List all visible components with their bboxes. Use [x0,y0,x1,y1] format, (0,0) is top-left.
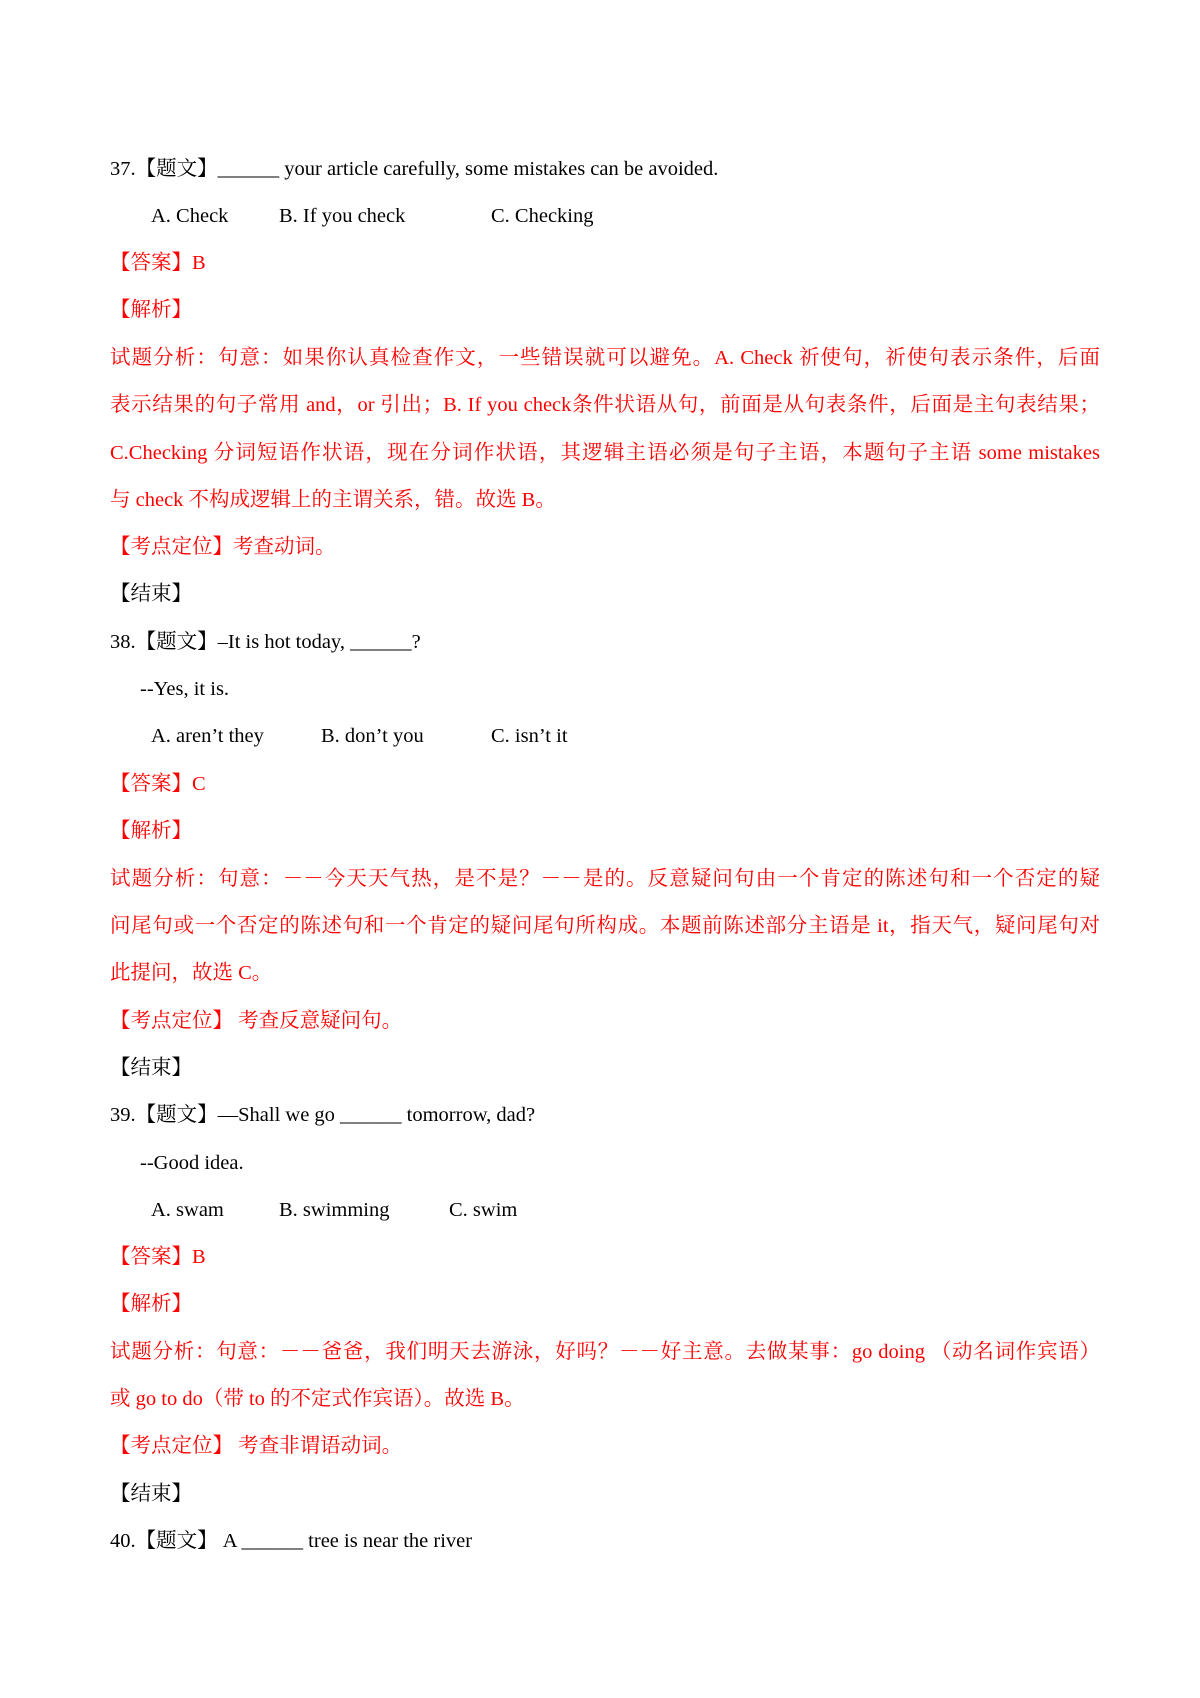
question-38-analysis-line-2: 问尾句或一个否定的陈述句和一个肯定的疑问尾句所构成。本题前陈述部分主语是 it，指天气，疑问尾句对 [110,915,1100,937]
question-37-stem: 37.【题文】______ your article carefully, some mistakes can be avoided. [110,158,719,180]
option-a: A. swam [151,1199,224,1221]
option-c: C. Checking [491,205,594,227]
question-37-analysis-line-1: 试题分析：句意：如果你认真检查作文，一些错误就可以避免。A. Check 祈使句，祈使句表示条件，后面 [110,347,1100,369]
question-37-end: 【结束】 [110,583,192,605]
option-c: C. isn’t it [491,725,568,747]
question-38-analysis-line-1: 试题分析：句意：－－今天天气热，是不是？－－是的。反意疑问句由一个肯定的陈述句和一个否定的疑 [110,868,1100,890]
question-38-options [151,723,1141,749]
option-c: C. swim [449,1199,518,1221]
question-39-stem: 39.【题文】—Shall we go ______ tomorrow, dad? [110,1104,536,1126]
question-40-stem: 40.【题文】 A ______ tree is near the river [110,1530,473,1552]
question-37-point: 【考点定位】考查动词。 [110,536,336,558]
question-39-point: 【考点定位】 考查非谓语动词。 [110,1435,403,1457]
question-39-analysis-label: 【解析】 [110,1293,192,1315]
question-39-reply: --Good idea. [140,1152,244,1174]
question-39-end: 【结束】 [110,1483,192,1505]
question-37-analysis-line-3: C.Checking 分词短语作状语，现在分词作状语，其逻辑主语必须是句子主语，本题句子主语 some mistakes [110,442,1100,464]
option-a: A. Check [151,205,229,227]
question-38-analysis-label: 【解析】 [110,820,192,842]
option-b: B. don’t you [321,725,424,747]
question-38-analysis-line-3: 此提问，故选 C。 [110,962,273,984]
question-38-end: 【结束】 [110,1057,192,1079]
question-39-options [151,1197,1141,1223]
question-37-analysis-label: 【解析】 [110,299,192,321]
question-38-point: 【考点定位】 考查反意疑问句。 [110,1010,403,1032]
question-37-options [151,203,1141,229]
question-39-analysis-line-1: 试题分析：句意：－－爸爸，我们明天去游泳，好吗？－－好主意。去做某事：go doing （动名词作宾语） [110,1341,1100,1363]
question-37-answer: 【答案】B [110,252,206,274]
question-39-analysis-line-2: 或 go to do（带 to 的不定式作宾语）。故选 B。 [110,1388,525,1410]
question-38-stem: 38.【题文】–It is hot today, ______? [110,631,421,653]
question-38-reply: --Yes, it is. [140,678,230,700]
question-37-analysis-line-4: 与 check 不构成逻辑上的主谓关系，错。故选 B。 [110,489,556,511]
option-b: B. If you check [279,205,406,227]
question-39-answer: 【答案】B [110,1246,206,1268]
option-b: B. swimming [279,1199,390,1221]
question-38-answer: 【答案】C [110,773,206,795]
question-37-analysis-line-2: 表示结果的句子常用 and，or 引出；B. If you check条件状语从句，前面是从句表条件，后面是主句表结果； [110,394,1100,416]
option-a: A. aren’t they [151,725,264,747]
